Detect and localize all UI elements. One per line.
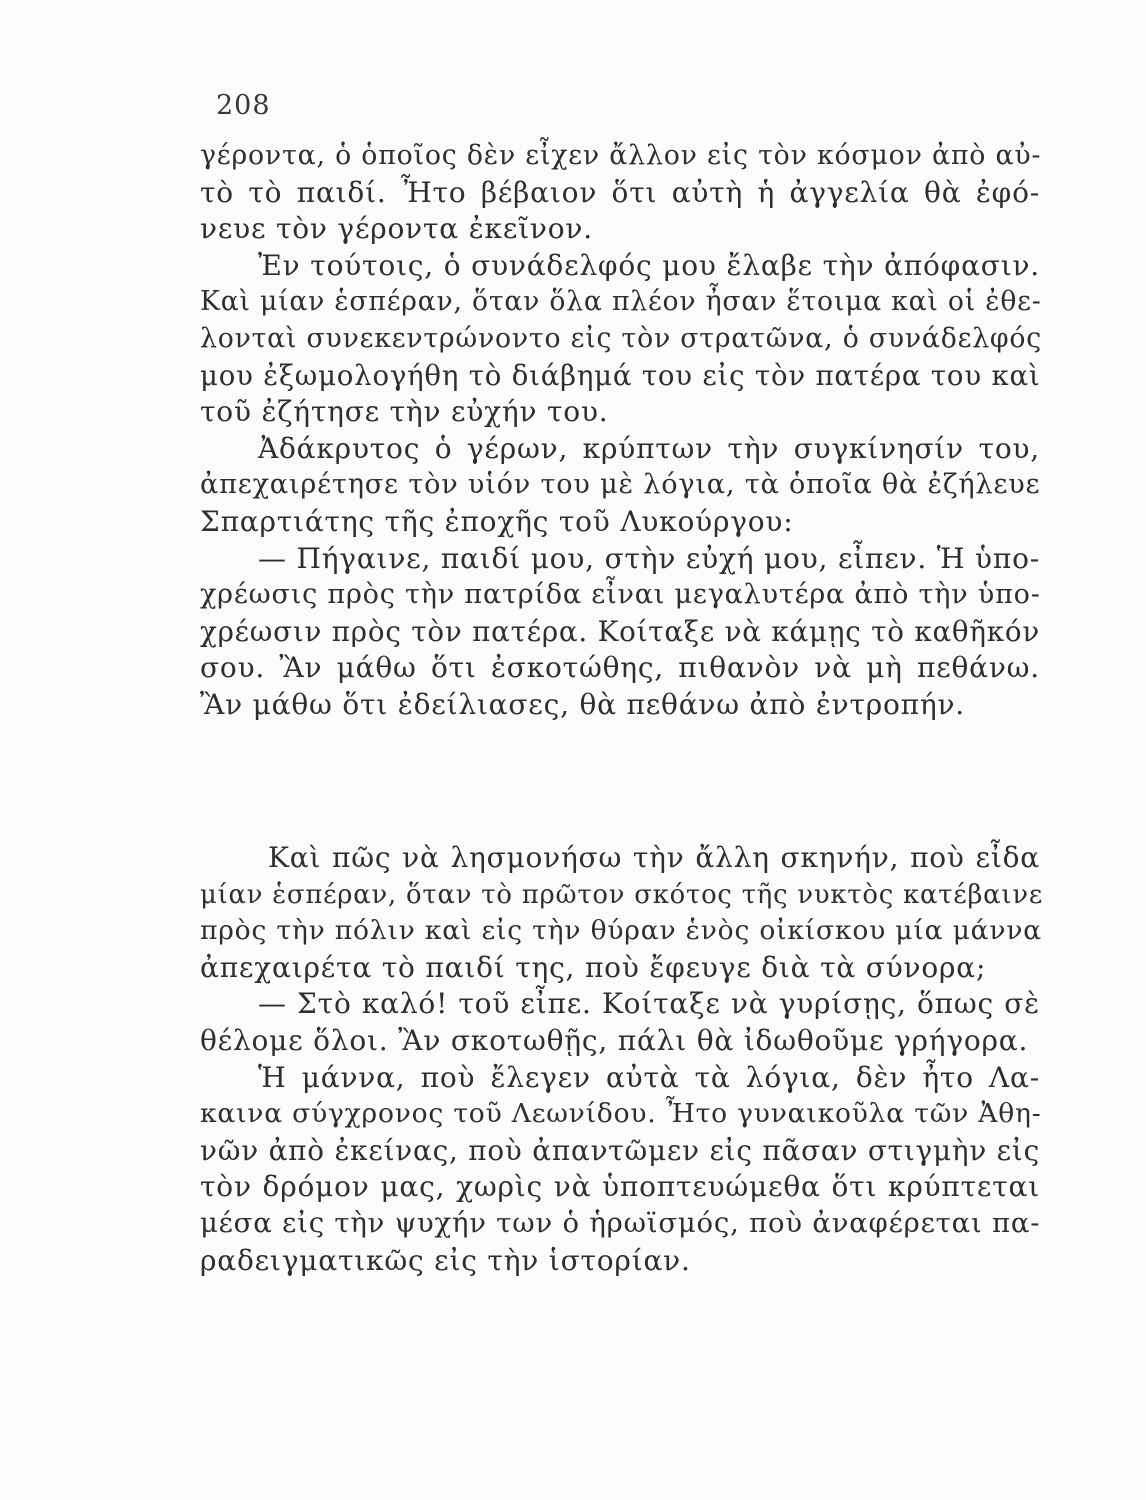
text-line: τὸ τὸ παιδί. Ἦτο βέβαιον ὅτι αὐτὴ ἡ ἀγγελία θὰ ἐφό- [200, 175, 1040, 209]
text-line: γέροντα, ὁ ὁποῖος δὲν εἶχεν ἄλλον εἰς τὸν κόσμον ἀπὸ αὐ- [200, 140, 1042, 171]
text-line: — Πήγαινε, παιδί μου, στὴν εὐχή μου, εἶπεν. Ἡ ὑπο- [258, 541, 1040, 575]
text-line: χρέωσιν πρὸς τὸν πατέρα. Κοίταξε νὰ κάμῃς τὸ καθῆκόν [200, 614, 1040, 648]
text-line: ἀπεχαιρέτα τὸ παιδί της, ποὺ ἔφευγε διὰ τὰ σύνορα; [200, 950, 987, 984]
page-number: 208 [216, 90, 271, 121]
text-block-bottom [200, 840, 1044, 1279]
text-line: μίαν ἑσπέραν, ὅταν τὸ πρῶτον σκότος τῆς νυκτὸς κατέβαινε [200, 879, 1044, 910]
text-line: λονταὶ συνεκεντρώνοντο εἰς τὸν στρατῶνα, ὁ συνάδελφός [200, 322, 1043, 354]
text-line: Ἀδάκρυτος ὁ γέρων, κρύπτων τὴν συγκίνησίν του, [258, 431, 1040, 465]
text-line: Ἂν μάθω ὅτι ἐδείλιασες, θὰ πεθάνω ἀπὸ ἐντροπήν. [200, 687, 965, 721]
text-line: — Στὸ καλό! τοῦ εἶπε. Κοίταξε νὰ γυρίσῃς, ὅπως σὲ [258, 987, 1040, 1021]
text-line: χρέωσις πρὸς τὴν πατρίδα εἶναι μεγαλυτέρα ἀπὸ τὴν ὑπο- [200, 579, 1041, 611]
text-line: θέλομε ὅλοι. Ἂν σκοτωθῇς, πάλι θὰ ἰδωθοῦμε γρήγορα. [200, 1023, 1029, 1057]
text-line: ραδειγματικῶς εἰς τὴν ἱστορίαν. [200, 1243, 691, 1277]
text-line: σου. Ἂν μάθω ὅτι ἐσκοτώθης, πιθανὸν νὰ μὴ πεθάνω. [200, 651, 1040, 685]
text-line: νευε τὸν γέροντα ἐκεῖνον. [200, 212, 593, 246]
text-line: Ἡ μάννα, ποὺ ἔλεγεν αὐτὰ τὰ λόγια, δὲν ἦτο Λα- [258, 1060, 1040, 1094]
text-line: πρὸς τὴν πόλιν καὶ εἰς τὴν θύραν ἑνὸς οἰκίσκου μία μάννα [200, 915, 1042, 947]
text-line: Ἐν τούτοις, ὁ συνάδελφός μου ἔλαβε τὴν ἀπόφασιν. [258, 248, 1040, 282]
text-line: Καὶ πῶς νὰ λησμονήσω τὴν ἄλλη σκηνήν, ποὺ εἶδα [268, 841, 1040, 874]
text-line: Καὶ μίαν ἑσπέραν, ὅταν ὅλα πλέον ἦσαν ἕτοιμα καὶ οἱ ἐθε- [200, 286, 1042, 318]
text-line: μου ἐξωμολογήθη τὸ διάβημά του εἰς τὸν πατέρα του καὶ [200, 358, 1041, 392]
text-line: τὸν δρόμον μας, χωρὶς νὰ ὑποπτευώμεθα ὅτι κρύπτεται [200, 1170, 1040, 1204]
text-line: νῶν ἀπὸ ἐκείνας, ποὺ ἀπαντῶμεν εἰς πᾶσαν στιγμὴν εἰς [200, 1133, 1041, 1167]
text-line: Σπαρτιάτης τῆς ἐποχῆς τοῦ Λυκούργου: [200, 504, 794, 538]
text-line: καινα σύγχρονος τοῦ Λεωνίδου. Ἦτο γυναικοῦλα τῶν Ἀθη- [200, 1098, 1042, 1130]
text-line: τοῦ ἐζήτησε τὴν εὐχήν του. [200, 395, 609, 429]
text-block-top [200, 138, 1043, 724]
text-line: ἀπεχαιρέτησε τὸν υἱόν του μὲ λόγια, τὰ ὁποῖα θὰ ἐζήλευε [200, 469, 1041, 501]
text-line: μέσα εἰς τὴν ψυχήν των ὁ ἡρωϊσμός, ποὺ ἀναφέρεται πα- [200, 1207, 1041, 1239]
